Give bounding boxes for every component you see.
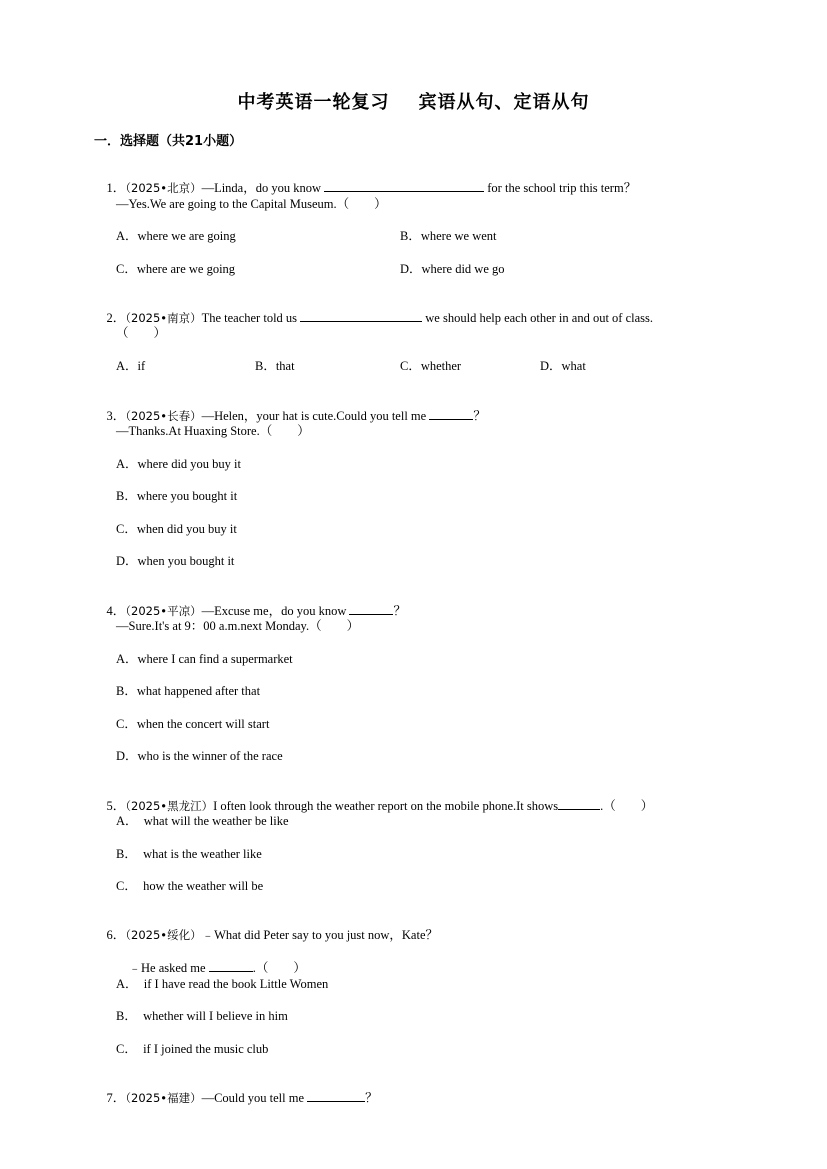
option-b[interactable]: B． whether will I believe in him	[116, 1009, 288, 1023]
question-number: 6．	[106, 928, 126, 942]
question-source: （2025•绥化）	[125, 928, 202, 942]
question-stem: ﹣What did Peter say to you just now，Kate？	[201, 928, 438, 942]
option-a[interactable]: A． what will the weather be like	[116, 814, 289, 828]
question-number: 1．	[106, 181, 126, 195]
reply-line: —Sure.It's at 9：00 a.m.next Monday.（ ）	[116, 619, 360, 633]
question-number: 4．	[106, 604, 126, 618]
question-source: （2025•长春）	[125, 409, 202, 423]
question-stem: The teacher told us	[201, 311, 301, 325]
answer-blank[interactable]	[558, 797, 600, 810]
question-number: 7．	[106, 1091, 126, 1105]
option-a[interactable]: A．where I can find a supermarket	[116, 652, 293, 666]
answer-blank[interactable]	[307, 1089, 365, 1102]
option-d[interactable]: D．where did we go	[400, 262, 505, 276]
reply-text: ﹣He asked me	[128, 961, 209, 975]
question-stem: —Excuse me，do you know	[201, 604, 350, 618]
reply-line: —Thanks.At Huaxing Store.（ ）	[116, 424, 310, 438]
question-stem-end: ？	[393, 604, 406, 618]
answer-blank[interactable]	[324, 179, 484, 192]
option-a[interactable]: A．where did you buy it	[116, 457, 241, 471]
option-c[interactable]: C．when did you buy it	[116, 522, 237, 536]
question-stem-end: we should help each other in and out of class.	[422, 311, 653, 325]
option-a[interactable]: A． if I have read the book Little Women	[116, 977, 329, 991]
question-stem: —Linda，do you know	[201, 181, 325, 195]
option-c[interactable]: C． how the weather will be	[116, 879, 264, 893]
option-b[interactable]: B．that	[255, 359, 295, 373]
question-stem-end: ？	[473, 409, 486, 423]
option-d[interactable]: D．what	[540, 359, 586, 373]
option-b[interactable]: B． what is the weather like	[116, 847, 262, 861]
question-stem: I often look through the weather report on the mobile phone.It shows	[213, 799, 559, 813]
option-b[interactable]: B．what happened after that	[116, 684, 261, 698]
option-c[interactable]: C． if I joined the music club	[116, 1042, 269, 1056]
question-stem: —Could you tell me	[201, 1091, 308, 1105]
reply-end: .（ ）	[252, 961, 306, 975]
question-stem: —Helen，your hat is cute.Could you tell me	[201, 409, 430, 423]
question-source: （2025•福建）	[125, 1091, 202, 1105]
question-number: 3．	[106, 409, 126, 423]
option-a[interactable]: A．where we are going	[116, 229, 236, 243]
question-source: （2025•黑龙江）	[125, 799, 214, 813]
answer-parentheses: （ ）	[116, 326, 167, 340]
section-heading: 一．选择题（共21小题）	[94, 134, 243, 149]
option-c[interactable]: C．when the concert will start	[116, 717, 270, 731]
answer-blank[interactable]	[300, 309, 422, 322]
answer-blank[interactable]	[349, 602, 393, 615]
question-stem-end: for the school trip this term？	[484, 181, 637, 195]
option-d[interactable]: D．who is the winner of the race	[116, 749, 283, 763]
option-d[interactable]: D．when you bought it	[116, 554, 235, 568]
question-number: 5．	[106, 799, 126, 813]
question-source: （2025•平凉）	[125, 604, 202, 618]
reply-line: —Yes.We are going to the Capital Museum.（ ）	[116, 197, 387, 211]
option-a[interactable]: A．if	[116, 359, 146, 373]
option-b[interactable]: B．where you bought it	[116, 489, 238, 503]
option-b[interactable]: B．where we went	[400, 229, 497, 243]
question-number: 2．	[106, 311, 126, 325]
question-stem-end: .（ ）	[600, 799, 654, 813]
question-source: （2025•南京）	[125, 311, 202, 325]
question-source: （2025•北京）	[125, 181, 202, 195]
answer-blank[interactable]	[209, 959, 253, 972]
option-c[interactable]: C．whether	[400, 359, 462, 373]
question-7	[94, 1073, 378, 1122]
answer-blank[interactable]	[429, 407, 473, 420]
question-stem-end: ？	[365, 1091, 378, 1105]
question-2	[94, 293, 653, 342]
option-c[interactable]: C．where are we going	[116, 262, 236, 276]
page-title: 中考英语一轮复习 宾语从句、定语从句	[237, 92, 590, 113]
